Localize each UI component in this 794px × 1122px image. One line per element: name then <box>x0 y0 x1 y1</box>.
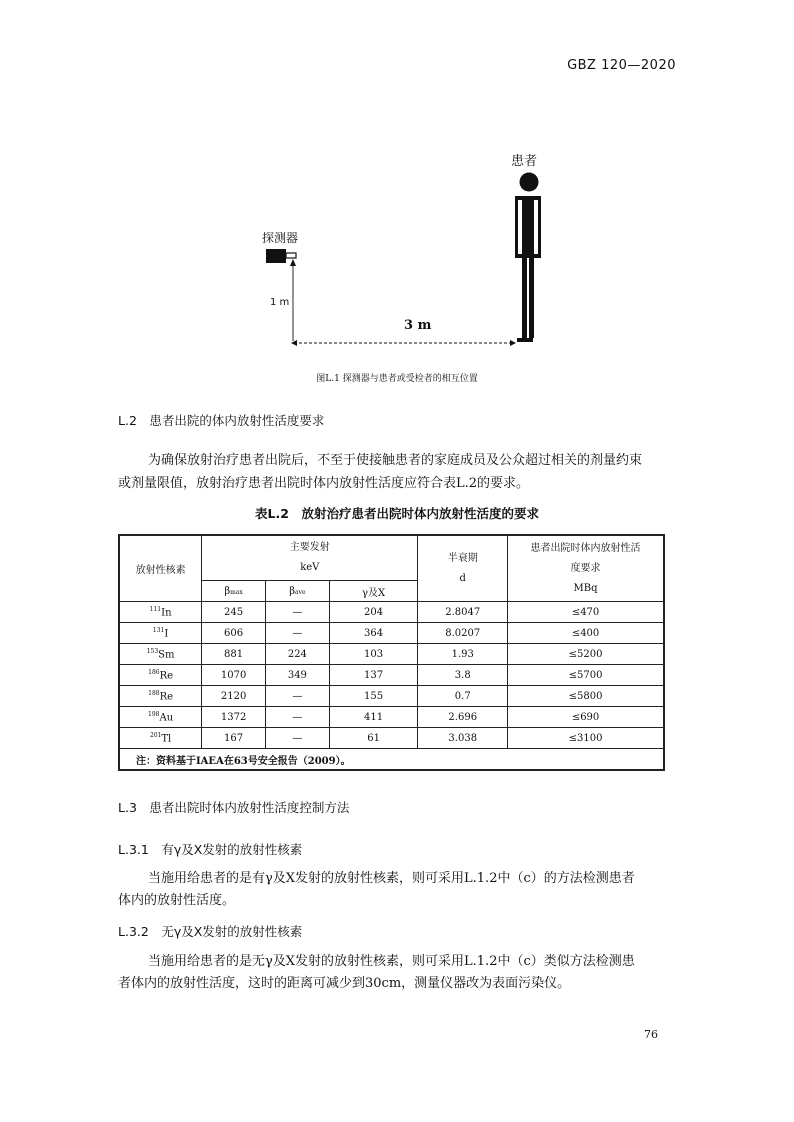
cell-nuclide: $^{111}$In <box>119 602 202 623</box>
cell-bmax: 881 <box>202 644 266 665</box>
cell-act: ≤400 <box>508 623 664 644</box>
cell-act: ≤5800 <box>508 686 664 707</box>
table-row <box>119 602 664 623</box>
cell-gx: 103 <box>329 644 418 665</box>
patient-head <box>520 173 539 192</box>
section-l32-line1: 当施用给患者的是无γ及X发射的放射性核素，则可采用L.1.2中（c）类似方法检测患 <box>148 954 635 969</box>
cell-bave: — <box>266 623 330 644</box>
cell-gx: 204 <box>329 602 418 623</box>
cell-act: ≤690 <box>508 707 664 728</box>
figure-detector-position <box>0 0 794 400</box>
cell-bave: — <box>266 602 330 623</box>
detector-body <box>266 249 286 263</box>
document-code: GBZ 120—2020 <box>567 58 676 73</box>
cell-half: 1.93 <box>418 644 508 665</box>
vertical-distance-label: 1 m <box>270 297 290 308</box>
cell-gx: 61 <box>329 728 418 749</box>
detector-probe <box>286 253 296 258</box>
cell-bave: — <box>266 686 330 707</box>
detector-figure <box>266 249 296 263</box>
header-activity: 患者出院时体内放射性活 度要求 MBq <box>508 535 664 602</box>
cell-nuclide: $^{153}$Sm <box>119 644 202 665</box>
table-row <box>119 665 664 686</box>
section-l3-heading: L.3 患者出院时体内放射性活度控制方法 <box>118 800 350 815</box>
cell-bave: — <box>266 707 330 728</box>
section-l31-line2: 体内的放射性活度。 <box>118 893 236 908</box>
cell-bmax: 1070 <box>202 665 266 686</box>
patient-label: 患者 <box>511 154 538 169</box>
section-l31-line1: 当施用给患者的是有γ及X发射的放射性核素，则可采用L.1.2中（c）的方法检测患者 <box>148 871 635 886</box>
table-row <box>119 707 664 728</box>
cell-nuclide: $^{186}$Re <box>119 665 202 686</box>
cell-nuclide: $^{188}$Re <box>119 686 202 707</box>
cell-gx: 411 <box>329 707 418 728</box>
horizontal-distance-label: 3 m <box>404 318 432 333</box>
section-l2-para-line2: 或剂量限值，放射治疗患者出院时体内放射性活度应符合表L.2的要求。 <box>118 476 530 491</box>
header-emission: 主要发射 keV <box>202 535 418 581</box>
detector-label: 探测器 <box>262 231 299 245</box>
cell-bmax: 167 <box>202 728 266 749</box>
cell-half: 8.0207 <box>418 623 508 644</box>
vertical-distance-arrow <box>290 259 296 341</box>
table-row <box>119 623 664 644</box>
cell-half: 3.8 <box>418 665 508 686</box>
cell-bave: — <box>266 728 330 749</box>
table-row <box>119 644 664 665</box>
cell-bmax: 2120 <box>202 686 266 707</box>
cell-bmax: 606 <box>202 623 266 644</box>
table-row <box>119 728 664 749</box>
header-nuclide: 放射性核素 <box>119 535 202 602</box>
activity-requirement-table <box>118 534 665 771</box>
table-row <box>119 686 664 707</box>
header-half-life: 半衰期 d <box>418 535 508 602</box>
horizontal-distance-arrow <box>291 340 516 346</box>
header-beta-ave: βave <box>266 581 330 602</box>
cell-act: ≤5700 <box>508 665 664 686</box>
cell-half: 2.8047 <box>418 602 508 623</box>
cell-bave: 224 <box>266 644 330 665</box>
cell-act: ≤5200 <box>508 644 664 665</box>
header-gamma-x: γ及X <box>329 581 418 602</box>
page-number: 76 <box>644 1028 658 1041</box>
header-beta-max: βmax <box>202 581 266 602</box>
cell-half: 3.038 <box>418 728 508 749</box>
cell-half: 0.7 <box>418 686 508 707</box>
cell-bmax: 245 <box>202 602 266 623</box>
section-l32-heading: L.3.2 无γ及X发射的放射性核素 <box>118 924 303 939</box>
table-title: 表L.2 放射治疗患者出院时体内放射性活度的要求 <box>255 506 539 521</box>
cell-act: ≤470 <box>508 602 664 623</box>
cell-gx: 364 <box>329 623 418 644</box>
section-l2-para-line1: 为确保放射治疗患者出院后，不至于使接触患者的家庭成员及公众超过相关的剂量约束 <box>148 453 643 468</box>
cell-gx: 137 <box>329 665 418 686</box>
cell-bmax: 1372 <box>202 707 266 728</box>
section-l31-heading: L.3.1 有γ及X发射的放射性核素 <box>118 842 303 857</box>
table-body <box>119 602 664 749</box>
cell-gx: 155 <box>329 686 418 707</box>
cell-half: 2.696 <box>418 707 508 728</box>
cell-nuclide: $^{198}$Au <box>119 707 202 728</box>
figure-caption: 图L.1 探测器与患者或受检者的相互位置 <box>316 374 478 384</box>
patient-figure <box>515 173 541 343</box>
cell-act: ≤3100 <box>508 728 664 749</box>
cell-nuclide: $^{201}$Tl <box>119 728 202 749</box>
cell-nuclide: $^{131}$I <box>119 623 202 644</box>
table-note: 注：资料基于IAEA在63号安全报告（2009）。 <box>119 749 664 771</box>
cell-bave: 349 <box>266 665 330 686</box>
section-l32-line2: 者体内的放射性活度，这时的距离可减少到30cm，测量仪器改为表面污染仪。 <box>118 976 571 991</box>
figure-diagram <box>0 0 794 400</box>
section-l2-heading: L.2 患者出院的体内放射性活度要求 <box>118 413 325 428</box>
